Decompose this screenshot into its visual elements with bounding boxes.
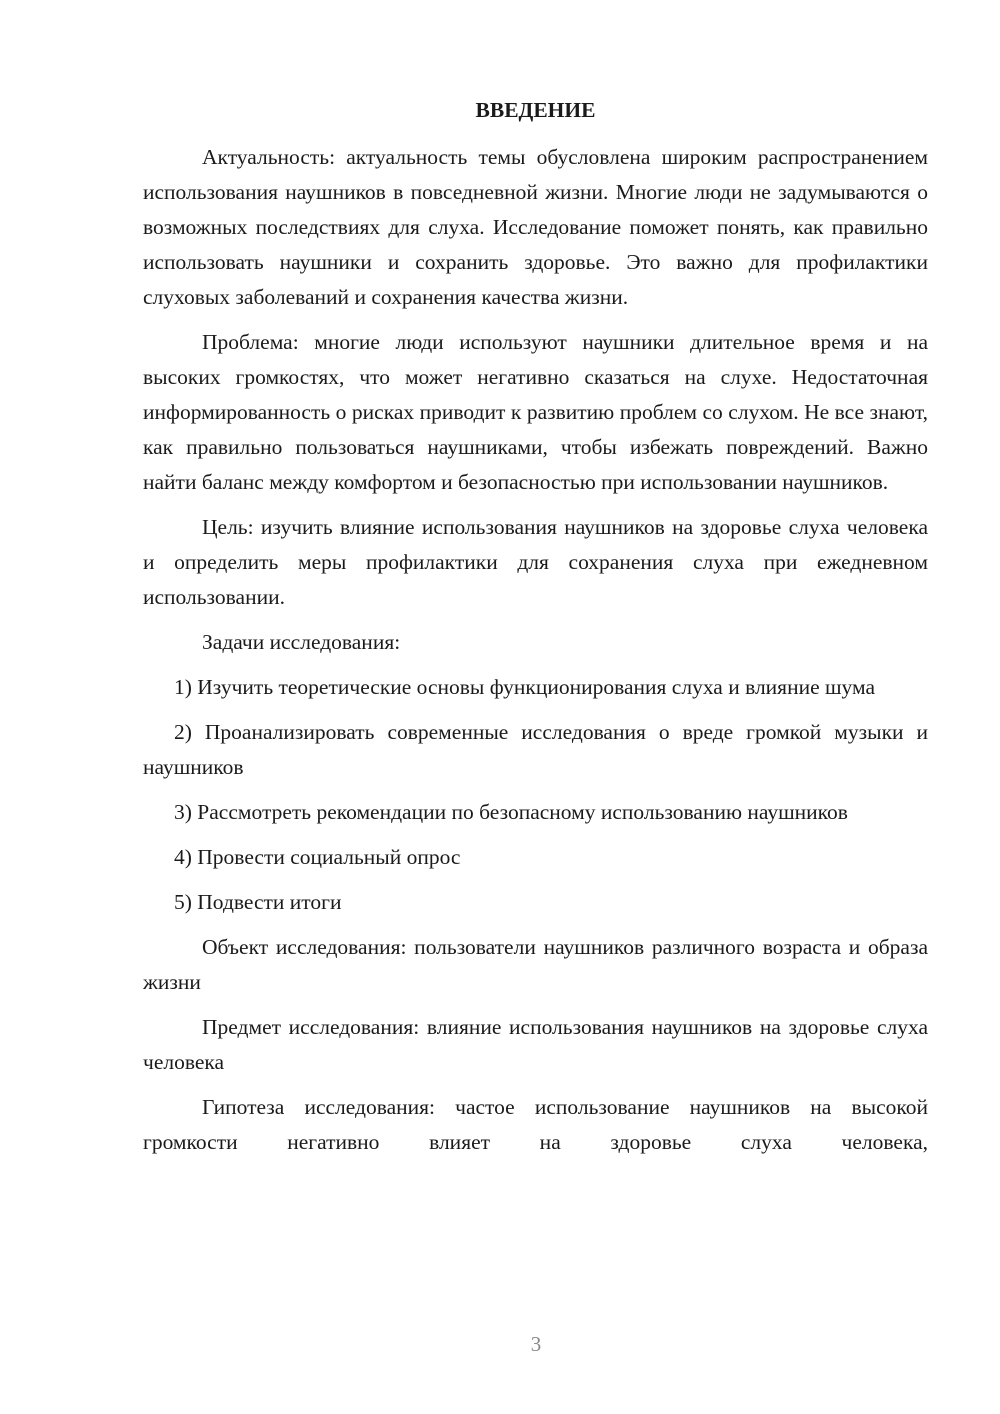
object-paragraph: Объект исследования: пользователи наушников различного возраста и образа жизни (143, 935, 928, 994)
problem-paragraph: Проблема: многие люди используют наушники длительное время и на высоких громкостях, что может негативно сказаться на слухе. Недостаточная информированность о рисках приводит к развитию проблем со слухом. Не все знают, как правильно пользоваться наушниками, чтобы избежать повреждений. Важно найти баланс между комфортом и безопасностью при использовании наушников. (143, 330, 928, 494)
document-body (143, 96, 928, 1160)
task-item: 1) Изучить теоретические основы функционирования слуха и влияние шума (174, 675, 876, 699)
page-title: ВВЕДЕНИЕ (475, 98, 596, 122)
page-number: 3 (530, 1332, 542, 1356)
task-item: 2) Проанализировать современные исследования о вреде громкой музыки и наушников (143, 720, 928, 779)
task-item: 3) Рассмотреть рекомендации по безопасному использованию наушников (174, 800, 848, 824)
subject-paragraph: Предмет исследования: влияние использования наушников на здоровье слуха человека (143, 1015, 928, 1074)
relevance-paragraph: Актуальность: актуальность темы обусловлена широким распространением использования наушников в повседневной жизни. Многие люди не задумываются о возможных последствиях для слуха. Исследование поможет понять, как правильно использовать наушники и сохранить здоровье. Это важно для профилактики слуховых заболеваний и сохранения качества жизни. (143, 145, 928, 309)
tasks-heading: Задачи исследования: (202, 630, 401, 654)
task-item: 4) Провести социальный опрос (174, 845, 461, 869)
goal-paragraph: Цель: изучить влияние использования наушников на здоровье слуха человека и определить меры профилактики для сохранения слуха при ежедневном использовании. (143, 515, 928, 609)
hypothesis-paragraph: Гипотеза исследования: частое использование наушников на высокой громкости негативно влияет на здоровье слуха человека, (143, 1095, 928, 1154)
task-item: 5) Подвести итоги (174, 890, 342, 914)
